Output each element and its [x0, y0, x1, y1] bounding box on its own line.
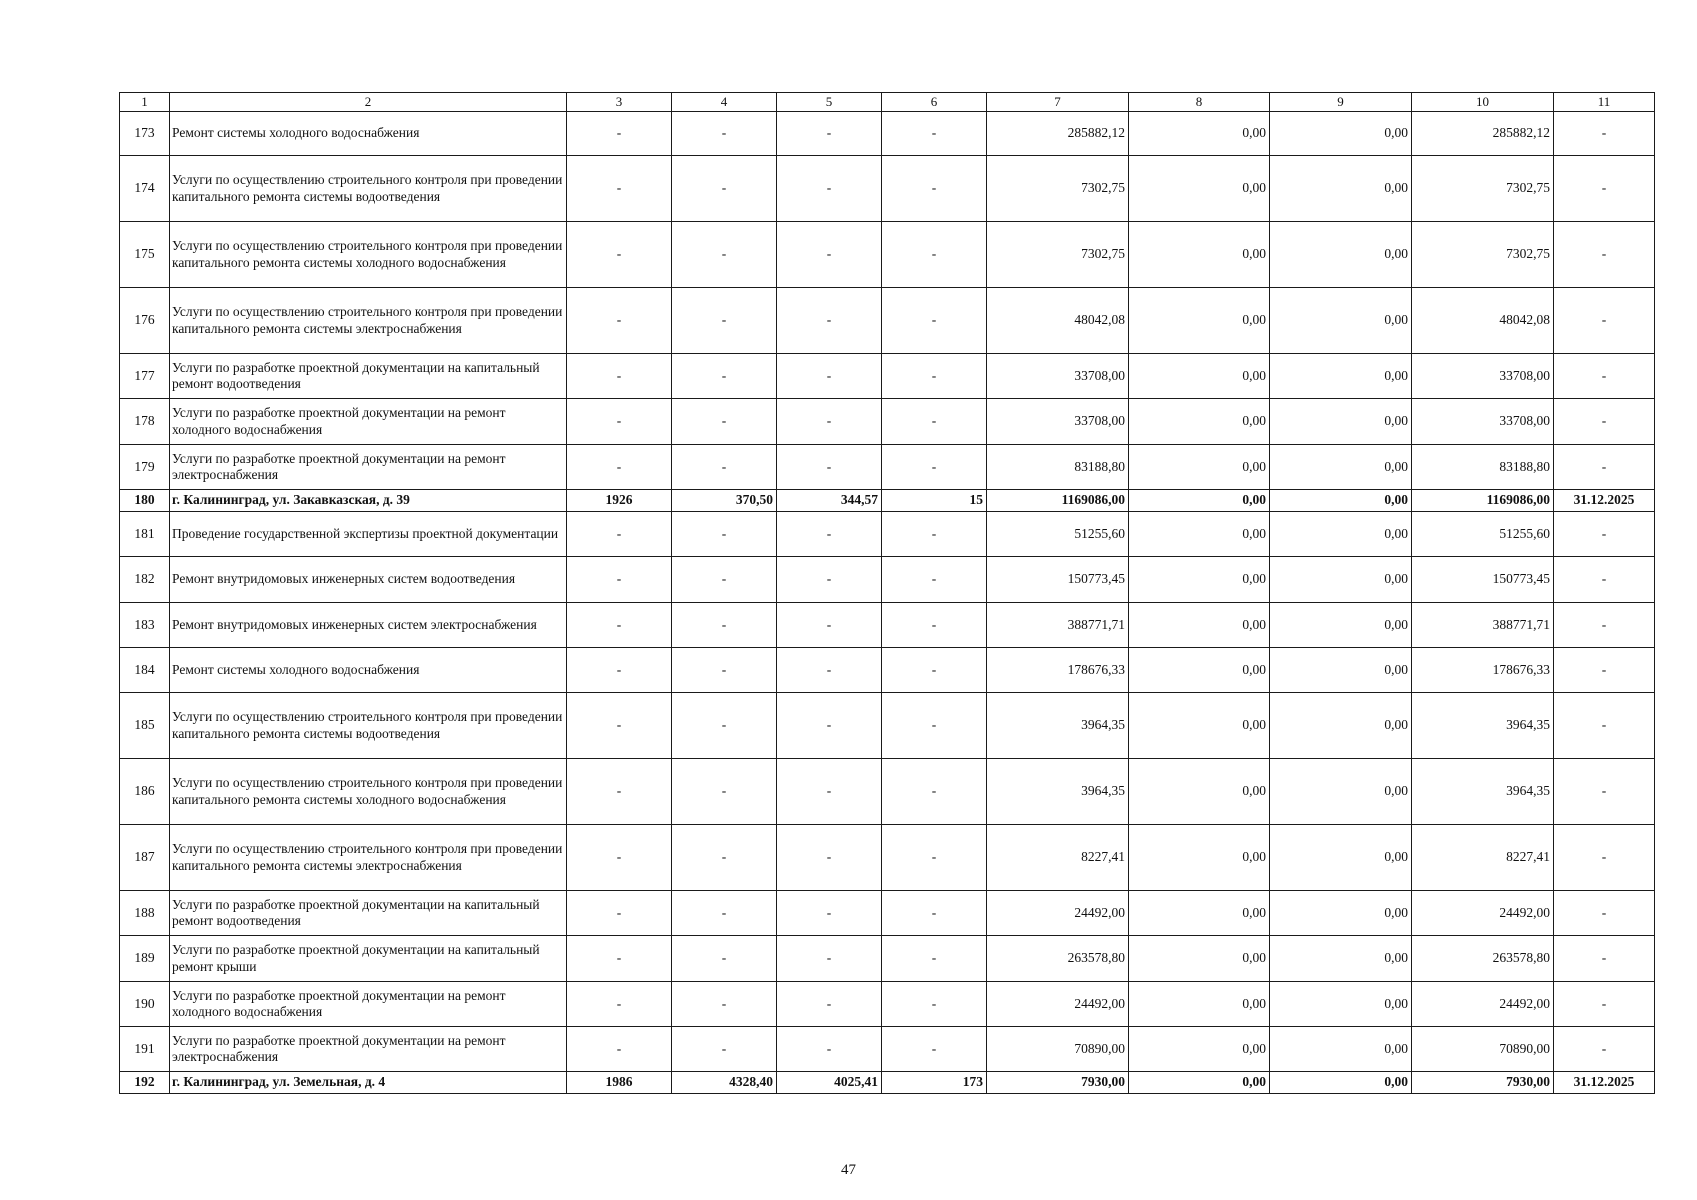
col-cost-owners: 3964,35 — [1412, 693, 1554, 759]
col-deadline: - — [1554, 936, 1655, 982]
col-area-living: 4025,41 — [777, 1072, 882, 1094]
col-work-name: Услуги по разработке проектной документации на ремонт электроснабжения — [170, 445, 567, 490]
col-cost-owners: 48042,08 — [1412, 288, 1554, 354]
col-cost-owners: 33708,00 — [1412, 354, 1554, 399]
col-row-number: 189 — [120, 936, 170, 982]
col-deadline: - — [1554, 112, 1655, 156]
col-area-living: - — [777, 354, 882, 399]
col-cost-total: 51255,60 — [987, 512, 1129, 557]
col-residents: - — [882, 1027, 987, 1072]
col-row-number: 179 — [120, 445, 170, 490]
col-cost-total: 150773,45 — [987, 557, 1129, 603]
col-work-name: Услуги по осуществлению строительного контроля при проведении капитального ремонта системы холодного водоснабжения — [170, 759, 567, 825]
col-row-number: 174 — [120, 156, 170, 222]
col-cost-other: 0,00 — [1270, 288, 1412, 354]
table-row — [120, 112, 1655, 156]
col-cost-fund: 0,00 — [1129, 759, 1270, 825]
col-cost-other: 0,00 — [1270, 891, 1412, 936]
col-year: - — [567, 982, 672, 1027]
col-area-total: - — [672, 222, 777, 288]
col-year: - — [567, 557, 672, 603]
col-cost-fund: 0,00 — [1129, 156, 1270, 222]
col-area-total: - — [672, 603, 777, 648]
col-deadline: - — [1554, 557, 1655, 603]
col-residents: - — [882, 982, 987, 1027]
col-work-name: Услуги по осуществлению строительного контроля при проведении капитального ремонта системы холодного водоснабжения — [170, 222, 567, 288]
col-deadline: - — [1554, 825, 1655, 891]
col-cost-owners: 178676,33 — [1412, 648, 1554, 693]
col-year: - — [567, 222, 672, 288]
col-residents: - — [882, 445, 987, 490]
col-residents: - — [882, 112, 987, 156]
col-work-name: Услуги по разработке проектной документации на капитальный ремонт крыши — [170, 936, 567, 982]
col-area-total: - — [672, 891, 777, 936]
col-residents: - — [882, 288, 987, 354]
col-area-total: - — [672, 445, 777, 490]
table-row — [120, 445, 1655, 490]
col-area-total: 4328,40 — [672, 1072, 777, 1094]
col-deadline: 31.12.2025 — [1554, 490, 1655, 512]
col-cost-owners: 3964,35 — [1412, 759, 1554, 825]
header-cell-9: 9 — [1270, 93, 1412, 112]
col-cost-fund: 0,00 — [1129, 936, 1270, 982]
col-residents: - — [882, 603, 987, 648]
col-area-living: - — [777, 112, 882, 156]
col-cost-fund: 0,00 — [1129, 557, 1270, 603]
col-area-living: - — [777, 891, 882, 936]
col-area-total: - — [672, 156, 777, 222]
col-work-name: Ремонт внутридомовых инженерных систем электроснабжения — [170, 603, 567, 648]
col-cost-total: 24492,00 — [987, 982, 1129, 1027]
col-residents: - — [882, 156, 987, 222]
col-area-living: - — [777, 759, 882, 825]
col-residents: - — [882, 693, 987, 759]
page-number: 47 — [841, 1162, 856, 1178]
table-row — [120, 1027, 1655, 1072]
col-cost-owners: 51255,60 — [1412, 512, 1554, 557]
col-year: - — [567, 936, 672, 982]
col-row-number: 192 — [120, 1072, 170, 1094]
col-cost-fund: 0,00 — [1129, 1072, 1270, 1094]
col-cost-total: 83188,80 — [987, 445, 1129, 490]
table-row — [120, 759, 1655, 825]
col-cost-total: 70890,00 — [987, 1027, 1129, 1072]
col-cost-total: 3964,35 — [987, 693, 1129, 759]
col-area-total: - — [672, 288, 777, 354]
col-cost-owners: 83188,80 — [1412, 445, 1554, 490]
col-deadline: - — [1554, 648, 1655, 693]
col-work-name: Услуги по осуществлению строительного контроля при проведении капитального ремонта системы водоотведения — [170, 156, 567, 222]
col-cost-total: 7302,75 — [987, 156, 1129, 222]
col-cost-owners: 1169086,00 — [1412, 490, 1554, 512]
col-area-living: - — [777, 399, 882, 445]
col-area-living: - — [777, 445, 882, 490]
col-deadline: - — [1554, 512, 1655, 557]
col-residents: - — [882, 354, 987, 399]
table-row — [120, 399, 1655, 445]
col-residents: - — [882, 512, 987, 557]
table-row — [120, 354, 1655, 399]
table-row — [120, 982, 1655, 1027]
col-work-name: Услуги по осуществлению строительного контроля при проведении капитального ремонта системы электроснабжения — [170, 288, 567, 354]
col-year: - — [567, 693, 672, 759]
col-cost-owners: 24492,00 — [1412, 891, 1554, 936]
col-year: - — [567, 759, 672, 825]
col-year: 1926 — [567, 490, 672, 512]
col-deadline: - — [1554, 156, 1655, 222]
col-cost-fund: 0,00 — [1129, 354, 1270, 399]
col-cost-total: 48042,08 — [987, 288, 1129, 354]
col-deadline: - — [1554, 1027, 1655, 1072]
col-work-name: Ремонт системы холодного водоснабжения — [170, 648, 567, 693]
col-area-living: - — [777, 982, 882, 1027]
col-cost-other: 0,00 — [1270, 512, 1412, 557]
col-row-number: 183 — [120, 603, 170, 648]
col-row-number: 188 — [120, 891, 170, 936]
col-area-total: - — [672, 112, 777, 156]
col-residents: - — [882, 825, 987, 891]
col-residents: - — [882, 399, 987, 445]
address-total-row — [120, 490, 1655, 512]
col-area-living: - — [777, 936, 882, 982]
col-cost-fund: 0,00 — [1129, 399, 1270, 445]
col-cost-fund: 0,00 — [1129, 1027, 1270, 1072]
col-row-number: 181 — [120, 512, 170, 557]
col-residents: - — [882, 222, 987, 288]
col-area-total: - — [672, 936, 777, 982]
table-row — [120, 557, 1655, 603]
col-cost-other: 0,00 — [1270, 156, 1412, 222]
col-area-living: - — [777, 512, 882, 557]
col-area-living: - — [777, 156, 882, 222]
col-year: - — [567, 399, 672, 445]
col-cost-total: 33708,00 — [987, 399, 1129, 445]
table-row — [120, 512, 1655, 557]
col-work-name: Услуги по разработке проектной документации на капитальный ремонт водоотведения — [170, 891, 567, 936]
col-residents: - — [882, 891, 987, 936]
header-cell-6: 6 — [882, 93, 987, 112]
col-cost-other: 0,00 — [1270, 936, 1412, 982]
col-area-total: - — [672, 982, 777, 1027]
col-deadline: - — [1554, 354, 1655, 399]
col-work-name: Услуги по разработке проектной документации на ремонт холодного водоснабжения — [170, 399, 567, 445]
capital-repair-table — [119, 92, 1655, 1094]
table-row — [120, 288, 1655, 354]
col-cost-other: 0,00 — [1270, 759, 1412, 825]
col-year: - — [567, 354, 672, 399]
col-cost-total: 1169086,00 — [987, 490, 1129, 512]
col-cost-owners: 7302,75 — [1412, 156, 1554, 222]
col-cost-owners: 70890,00 — [1412, 1027, 1554, 1072]
col-cost-owners: 388771,71 — [1412, 603, 1554, 648]
col-deadline: - — [1554, 222, 1655, 288]
col-row-number: 187 — [120, 825, 170, 891]
col-cost-other: 0,00 — [1270, 693, 1412, 759]
col-cost-total: 24492,00 — [987, 891, 1129, 936]
col-deadline: - — [1554, 603, 1655, 648]
col-cost-fund: 0,00 — [1129, 891, 1270, 936]
col-work-name: Проведение государственной экспертизы проектной документации — [170, 512, 567, 557]
col-year: - — [567, 512, 672, 557]
col-row-number: 178 — [120, 399, 170, 445]
header-cell-8: 8 — [1129, 93, 1270, 112]
col-cost-other: 0,00 — [1270, 648, 1412, 693]
table-row — [120, 936, 1655, 982]
col-cost-other: 0,00 — [1270, 222, 1412, 288]
col-cost-fund: 0,00 — [1129, 288, 1270, 354]
col-row-number: 180 — [120, 490, 170, 512]
col-cost-other: 0,00 — [1270, 354, 1412, 399]
col-cost-fund: 0,00 — [1129, 445, 1270, 490]
col-row-number: 190 — [120, 982, 170, 1027]
col-row-number: 173 — [120, 112, 170, 156]
col-cost-other: 0,00 — [1270, 112, 1412, 156]
col-cost-fund: 0,00 — [1129, 982, 1270, 1027]
col-cost-owners: 33708,00 — [1412, 399, 1554, 445]
col-deadline: - — [1554, 759, 1655, 825]
col-cost-other: 0,00 — [1270, 603, 1412, 648]
col-cost-fund: 0,00 — [1129, 603, 1270, 648]
table-row — [120, 648, 1655, 693]
col-cost-owners: 263578,80 — [1412, 936, 1554, 982]
col-work-name: Ремонт системы холодного водоснабжения — [170, 112, 567, 156]
col-year: - — [567, 891, 672, 936]
col-residents: 173 — [882, 1072, 987, 1094]
col-year: - — [567, 648, 672, 693]
col-area-living: 344,57 — [777, 490, 882, 512]
col-area-living: - — [777, 1027, 882, 1072]
col-cost-fund: 0,00 — [1129, 112, 1270, 156]
col-cost-total: 388771,71 — [987, 603, 1129, 648]
header-cell-5: 5 — [777, 93, 882, 112]
col-year: - — [567, 445, 672, 490]
col-cost-other: 0,00 — [1270, 1027, 1412, 1072]
col-cost-other: 0,00 — [1270, 825, 1412, 891]
col-row-number: 186 — [120, 759, 170, 825]
col-residents: - — [882, 557, 987, 603]
col-year: - — [567, 1027, 672, 1072]
col-cost-fund: 0,00 — [1129, 825, 1270, 891]
col-row-number: 176 — [120, 288, 170, 354]
col-area-total: 370,50 — [672, 490, 777, 512]
col-cost-fund: 0,00 — [1129, 693, 1270, 759]
col-cost-other: 0,00 — [1270, 557, 1412, 603]
header-cell-10: 10 — [1412, 93, 1554, 112]
table-row — [120, 222, 1655, 288]
header-cell-1: 1 — [120, 93, 170, 112]
col-residents: - — [882, 936, 987, 982]
table-row — [120, 156, 1655, 222]
col-cost-owners: 150773,45 — [1412, 557, 1554, 603]
col-deadline: - — [1554, 693, 1655, 759]
col-deadline: - — [1554, 288, 1655, 354]
header-cell-11: 11 — [1554, 93, 1655, 112]
col-cost-fund: 0,00 — [1129, 490, 1270, 512]
col-year: - — [567, 156, 672, 222]
col-cost-total: 285882,12 — [987, 112, 1129, 156]
col-year: 1986 — [567, 1072, 672, 1094]
table-row — [120, 891, 1655, 936]
col-cost-owners: 7302,75 — [1412, 222, 1554, 288]
col-area-total: - — [672, 512, 777, 557]
col-row-number: 191 — [120, 1027, 170, 1072]
col-work-name: г. Калининград, ул. Земельная, д. 4 — [170, 1072, 567, 1094]
col-year: - — [567, 603, 672, 648]
col-area-living: - — [777, 557, 882, 603]
header-row — [120, 93, 1655, 112]
col-cost-other: 0,00 — [1270, 1072, 1412, 1094]
col-area-living: - — [777, 288, 882, 354]
table-row — [120, 603, 1655, 648]
col-work-name: Услуги по разработке проектной документации на ремонт холодного водоснабжения — [170, 982, 567, 1027]
col-area-total: - — [672, 399, 777, 445]
col-cost-other: 0,00 — [1270, 445, 1412, 490]
col-residents: - — [882, 759, 987, 825]
col-area-total: - — [672, 759, 777, 825]
col-residents: 15 — [882, 490, 987, 512]
col-work-name: Ремонт внутридомовых инженерных систем водоотведения — [170, 557, 567, 603]
col-work-name: г. Калининград, ул. Закавказская, д. 39 — [170, 490, 567, 512]
col-area-living: - — [777, 648, 882, 693]
col-area-total: - — [672, 825, 777, 891]
header-cell-2: 2 — [170, 93, 567, 112]
col-area-total: - — [672, 648, 777, 693]
col-year: - — [567, 112, 672, 156]
col-area-total: - — [672, 693, 777, 759]
col-cost-owners: 285882,12 — [1412, 112, 1554, 156]
col-cost-fund: 0,00 — [1129, 648, 1270, 693]
col-deadline: - — [1554, 445, 1655, 490]
col-row-number: 184 — [120, 648, 170, 693]
header-cell-7: 7 — [987, 93, 1129, 112]
header-cell-3: 3 — [567, 93, 672, 112]
col-cost-owners: 7930,00 — [1412, 1072, 1554, 1094]
col-cost-fund: 0,00 — [1129, 512, 1270, 557]
col-deadline: - — [1554, 982, 1655, 1027]
col-residents: - — [882, 648, 987, 693]
table-row — [120, 693, 1655, 759]
col-deadline: - — [1554, 399, 1655, 445]
col-row-number: 177 — [120, 354, 170, 399]
col-area-total: - — [672, 557, 777, 603]
col-deadline: - — [1554, 891, 1655, 936]
col-work-name: Услуги по разработке проектной документации на капитальный ремонт водоотведения — [170, 354, 567, 399]
col-area-living: - — [777, 693, 882, 759]
col-cost-owners: 8227,41 — [1412, 825, 1554, 891]
col-cost-total: 3964,35 — [987, 759, 1129, 825]
col-cost-other: 0,00 — [1270, 982, 1412, 1027]
col-cost-total: 263578,80 — [987, 936, 1129, 982]
col-cost-total: 7302,75 — [987, 222, 1129, 288]
col-cost-other: 0,00 — [1270, 399, 1412, 445]
col-cost-other: 0,00 — [1270, 490, 1412, 512]
col-cost-total: 33708,00 — [987, 354, 1129, 399]
col-row-number: 175 — [120, 222, 170, 288]
col-deadline: 31.12.2025 — [1554, 1072, 1655, 1094]
col-cost-total: 7930,00 — [987, 1072, 1129, 1094]
col-work-name: Услуги по осуществлению строительного контроля при проведении капитального ремонта системы электроснабжения — [170, 825, 567, 891]
col-cost-fund: 0,00 — [1129, 222, 1270, 288]
col-area-living: - — [777, 603, 882, 648]
col-row-number: 185 — [120, 693, 170, 759]
col-cost-total: 8227,41 — [987, 825, 1129, 891]
col-area-total: - — [672, 354, 777, 399]
col-year: - — [567, 825, 672, 891]
col-cost-owners: 24492,00 — [1412, 982, 1554, 1027]
table-row — [120, 825, 1655, 891]
header-cell-4: 4 — [672, 93, 777, 112]
col-year: - — [567, 288, 672, 354]
address-total-row — [120, 1072, 1655, 1094]
col-row-number: 182 — [120, 557, 170, 603]
col-cost-total: 178676,33 — [987, 648, 1129, 693]
col-work-name: Услуги по осуществлению строительного контроля при проведении капитального ремонта системы водоотведения — [170, 693, 567, 759]
col-area-living: - — [777, 222, 882, 288]
col-area-living: - — [777, 825, 882, 891]
col-area-total: - — [672, 1027, 777, 1072]
col-work-name: Услуги по разработке проектной документации на ремонт электроснабжения — [170, 1027, 567, 1072]
